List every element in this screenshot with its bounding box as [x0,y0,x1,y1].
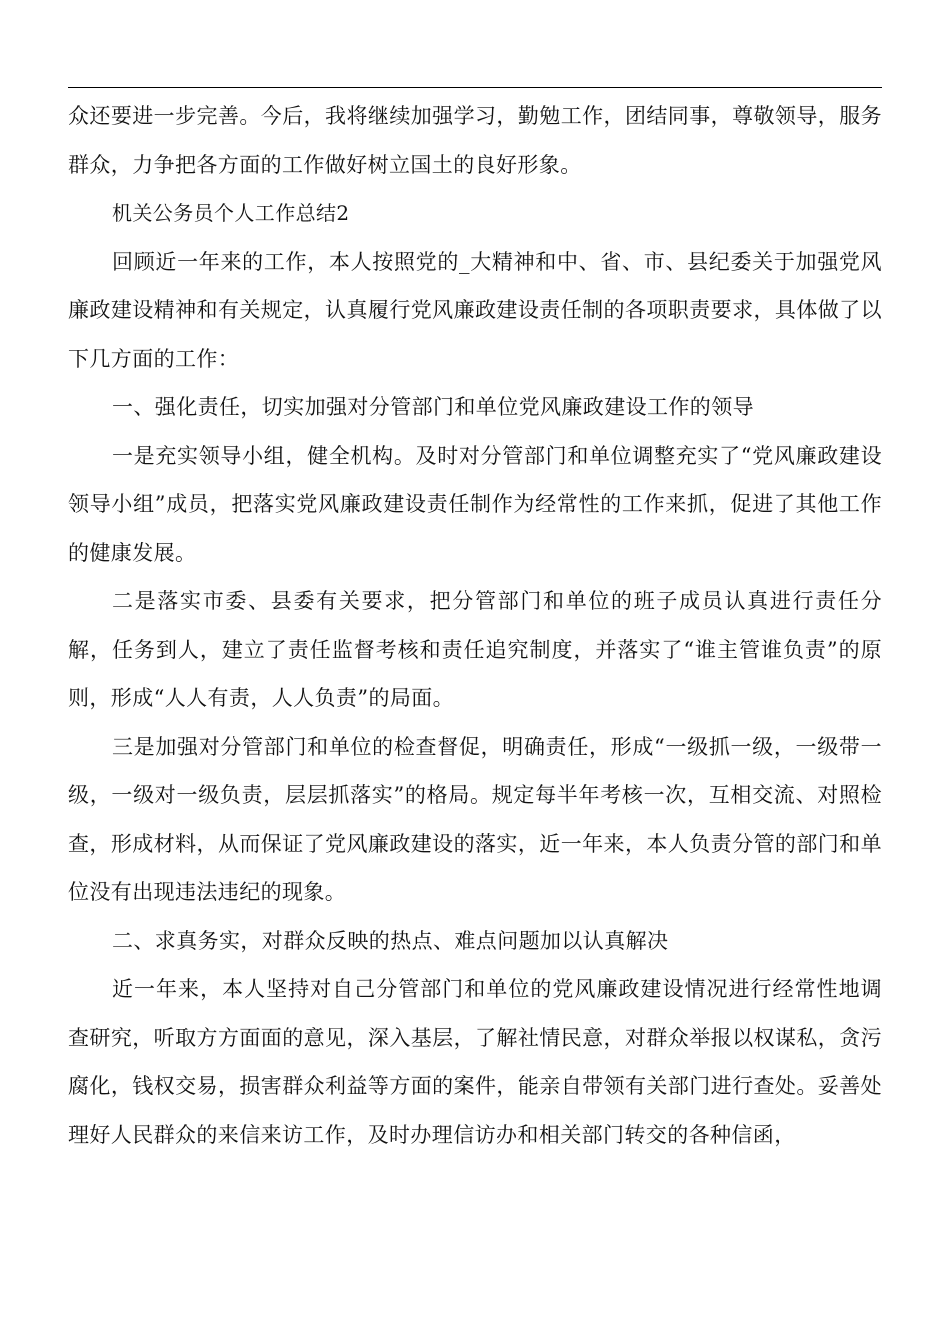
heading-section-one: 一、强化责任，切实加强对分管部门和单位党风廉政建设工作的领导 [112,395,754,419]
heading-section-two: 二、求真务实，对群众反映的热点、难点问题加以认真解决 [112,928,669,953]
document-body [68,92,882,1159]
paragraph-point-two: 二是落实市委、县委有关要求，把分管部门和单位的班子成员认真进行责任分解，任务到人，建立了责任监督考核和责任追究制度，并落实了“谁主管谁负责”的原则，形成“人人有责，人人负责”的局面。 [68,589,882,710]
paragraph-intro: 回顾近一年来的工作，本人按照党的_大精神和中、省、市、县纪委关于加强党风廉政建设精神和有关规定，认真履行党风廉政建设责任制的各项职责要求，具体做了以下几方面的工作： [68,249,882,371]
paragraph-point-three: 三是加强对分管部门和单位的检查督促，明确责任，形成“一级抓一级，一级带一级，一级对一级负责，层层抓落实”的格局。规定每半年考核一次，互相交流、对照检查，形成材料，从而保证了党风廉政建设的落实，近一年来，本人负责分管的部门和单位没有出现违法违纪的现象。 [68,734,882,904]
header-rule [68,87,882,88]
paragraph-continuation: 众还要进一步完善。今后，我将继续加强学习，勤勉工作，团结同事，尊敬领导，服务群众，力争把各方面的工作做好树立国土的良好形象。 [68,104,882,177]
section-title: 机关公务员个人工作总结2 [112,201,350,225]
paragraph-point-one: 一是充实领导小组，健全机构。及时对分管部门和单位调整充实了“党风廉政建设领导小组”成员，把落实党风廉政建设责任制作为经常性的工作来抓，促进了其他工作的健康发展。 [68,443,882,565]
paragraph-research: 近一年来，本人坚持对自己分管部门和单位的党风廉政建设情况进行经常性地调查研究，听取方方面面的意见，深入基层，了解社情民意，对群众举报以权谋私，贪污腐化，钱权交易，损害群众利益等方面的案件，能亲自带领有关部门进行查处。妥善处理好人民群众的来信来访工作，及时办理信访办和相关部门转交的各种信函， [68,977,882,1147]
